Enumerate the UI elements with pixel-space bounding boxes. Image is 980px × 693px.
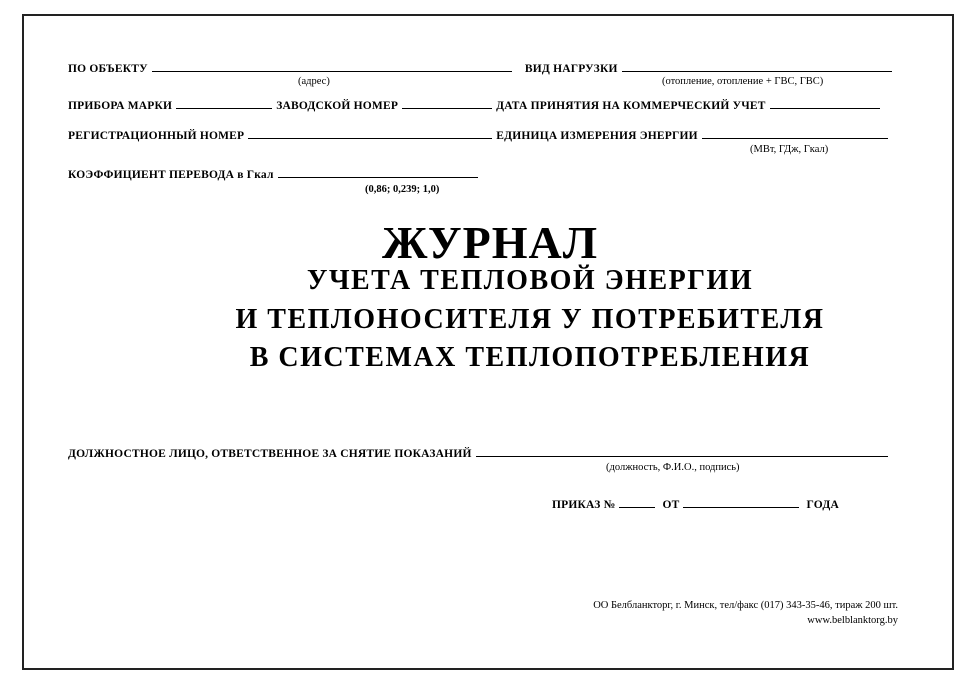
load-type-field[interactable] bbox=[622, 62, 892, 72]
load-type-label: ВИД НАГРУЗКИ bbox=[524, 63, 618, 75]
order-number-field[interactable] bbox=[619, 498, 655, 508]
serial-number-label: ЗАВОДСКОЙ НОМЕР bbox=[276, 100, 399, 112]
responsible-hint: (должность, Ф.И.О., подпись) bbox=[606, 462, 740, 473]
energy-unit-field[interactable] bbox=[702, 129, 888, 139]
acceptance-date-field[interactable] bbox=[770, 99, 880, 109]
journal-title: ЖУРНАЛ bbox=[382, 217, 598, 268]
object-row bbox=[68, 62, 896, 75]
registration-number-field[interactable] bbox=[248, 129, 492, 139]
responsible-field[interactable] bbox=[476, 447, 888, 457]
responsible-label: ДОЛЖНОСТНОЕ ЛИЦО, ОТВЕТСТВЕННОЕ ЗА СНЯТИЕ ПОКАЗАНИЙ bbox=[68, 448, 472, 460]
object-field[interactable] bbox=[152, 62, 512, 72]
conversion-hint: (0,86; 0,239; 1,0) bbox=[365, 184, 440, 195]
subtitle-line-2: И ТЕПЛОНОСИТЕЛЯ У ПОТРЕБИТЕЛЯ bbox=[235, 304, 825, 335]
order-row bbox=[552, 498, 839, 511]
acceptance-date-label: ДАТА ПРИНЯТИЯ НА КОММЕРЧЕСКИЙ УЧЕТ bbox=[496, 100, 766, 112]
object-label: ПО ОБЪЕКТУ bbox=[68, 63, 148, 75]
object-hint: (адрес) bbox=[298, 76, 330, 87]
conversion-field[interactable] bbox=[278, 168, 478, 178]
order-from-label: ОТ bbox=[662, 499, 680, 511]
load-type-hint: (отопление, отопление + ГВС, ГВС) bbox=[662, 76, 824, 87]
conversion-label: КОЭФФИЦИЕНТ ПЕРЕВОДА в Гкал bbox=[68, 169, 274, 181]
subtitle-line-3: В СИСТЕМАХ ТЕПЛОПОТРЕБЛЕНИЯ bbox=[249, 342, 811, 373]
responsible-row bbox=[68, 447, 892, 460]
device-brand-field[interactable] bbox=[176, 99, 272, 109]
registration-number-label: РЕГИСТРАЦИОННЫЙ НОМЕР bbox=[68, 130, 245, 142]
device-row bbox=[68, 99, 884, 112]
registration-row bbox=[68, 129, 892, 142]
energy-unit-label: ЕДИНИЦА ИЗМЕРЕНИЯ ЭНЕРГИИ bbox=[496, 130, 698, 142]
device-brand-label: ПРИБОРА МАРКИ bbox=[68, 100, 173, 112]
subtitle-line-1: УЧЕТА ТЕПЛОВОЙ ЭНЕРГИИ bbox=[306, 265, 754, 296]
order-year-label: ГОДА bbox=[806, 499, 839, 511]
order-label: ПРИКАЗ № bbox=[552, 499, 616, 511]
energy-unit-hint: (МВт, ГДж, Гкал) bbox=[750, 144, 829, 155]
conversion-row bbox=[68, 168, 482, 181]
publisher-info: ОО Белбланкторг, г. Минск, тел/факс (017) 343-35-46, тираж 200 шт. bbox=[593, 600, 898, 611]
order-date-field[interactable] bbox=[683, 498, 799, 508]
serial-number-field[interactable] bbox=[402, 99, 492, 109]
website: www.belblanktorg.by bbox=[807, 615, 898, 626]
